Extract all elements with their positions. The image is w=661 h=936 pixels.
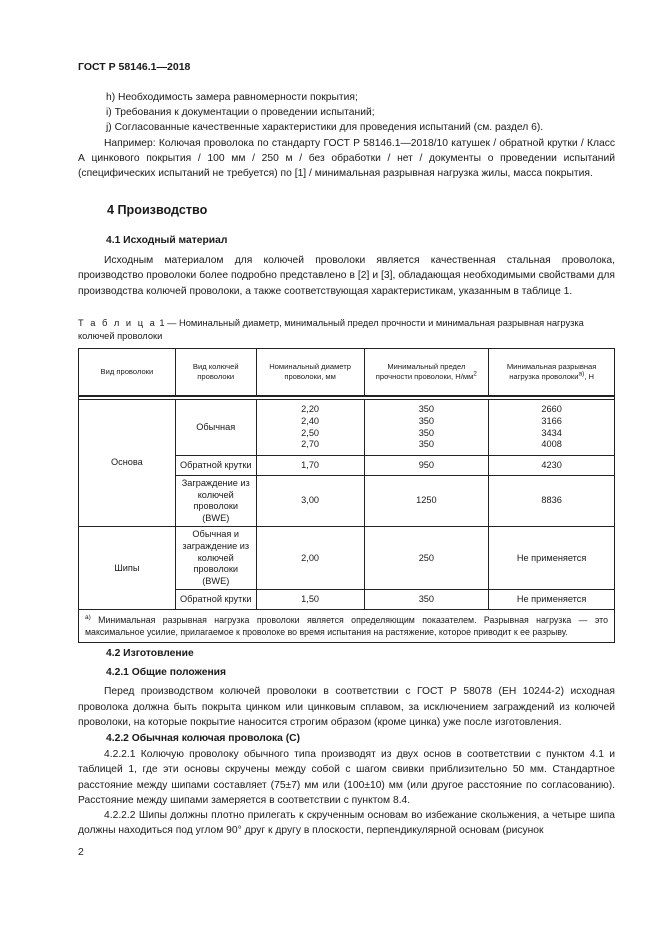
section-4-2-title: 4.2 Изготовление xyxy=(106,648,194,659)
table-row xyxy=(79,527,615,590)
cell-strength: 350 350 350 350 xyxy=(364,400,489,456)
page-number: 2 xyxy=(78,846,84,858)
intro-block xyxy=(78,90,615,181)
cell-diameter: 2,00 xyxy=(256,527,364,590)
cell-strength: 1250 xyxy=(364,476,489,527)
paragraph-4-2-2-2: 4.2.2.2 Шипы должны плотно прилегать к скрученным основам во избежание скольжения, а четыре шипа должны находиться под углом 90° друг к другу в плоскости, перпендикулярной основам (рисунок xyxy=(78,810,615,837)
section-4-title: 4 Производство xyxy=(107,203,208,217)
section-4-2-2-title: 4.2.2 Обычная колючая проволока (С) xyxy=(106,733,301,745)
cell-diameter: 2,20 2,40 2,50 2,70 xyxy=(256,400,364,456)
cell-kind: Обратной крутки xyxy=(175,590,256,610)
table-footnote: $^{а)}$ Минимальная разрывная нагрузка проволоки является определяющим показателем. Разрывная нагрузка — это максимальное усилие, прилагаемое к проволоке во время испытания на растяжение, которое приводит к ее разрыву. xyxy=(79,610,615,643)
table-header-row xyxy=(79,349,615,397)
cell-strength: 250 xyxy=(364,527,489,590)
list-item: i) Требования к документации о проведении испытаний; xyxy=(106,107,375,119)
section-4-2-1-text: Перед производством колючей проволоки в соответствии с ГОСТ Р 58078 (ЕН 10244-2) исходная проволока должна быть покрыта цинком или цинковым сплавом, за исключением заграждений из колючей проволоки, на которые покрытие наносится строгим образом (кроме цинка) уже после изготовления. xyxy=(78,686,615,728)
table-row xyxy=(79,400,615,456)
header-load: Минимальная разрывная нагрузка проволоки$^{a)}$, Н xyxy=(489,349,615,397)
cell-diameter: 1,50 xyxy=(256,590,364,610)
cell-load: Не применяется xyxy=(489,527,615,590)
header-strength: Минимальный предел прочности проволоки, $Н/мм^2$ xyxy=(364,349,489,397)
cell-strength: 350 xyxy=(364,590,489,610)
table-footnote-row xyxy=(79,610,615,643)
table-caption xyxy=(78,317,615,343)
example-paragraph: Например: Колючая проволока по стандарту ГОСТ Р 58146.1—2018/10 катушек / обратной крутки / Класс А цинкового покрытия / 100 мм / 250 м / без обработки / нет / документы о проведении испытаний (специфических испытаний не требуется) по [1] / минимальная разрывная нагрузка жилы, масса покрытия. xyxy=(78,137,615,180)
cell-kind: Обычная xyxy=(175,400,256,456)
cell-kind: Обратной крутки xyxy=(175,456,256,476)
table-caption-prefix: Т а б л и ц а xyxy=(78,318,157,328)
cell-diameter: 3,00 xyxy=(256,476,364,527)
table-1 xyxy=(78,348,615,643)
cell-kind: Обычная и заграждение из колючей проволоки (BWE) xyxy=(175,527,256,590)
header-wire-type: Вид проволоки xyxy=(79,349,176,397)
header-barbed-type: Вид колючей проволоки xyxy=(175,349,256,397)
cell-kind: Заграждение из колючей проволоки (BWE) xyxy=(175,476,256,527)
cell-load: Не применяется xyxy=(489,590,615,610)
cell-diameter: 1,70 xyxy=(256,456,364,476)
section-4-1-text: Исходным материалом для колючей проволоки является качественная стальная проволока, производство проволоки более подробно представлено в [2] и [3], обладающая необходимыми свойствами для производства колючей проволоки, а также соответствующая характеристикам, указанным в таблице 1. xyxy=(78,255,615,297)
cell-load: 8836 xyxy=(489,476,615,527)
cell-strength: 950 xyxy=(364,456,489,476)
cell-load: 2660 3166 3434 4008 xyxy=(489,400,615,456)
cell-load: 4230 xyxy=(489,456,615,476)
header-diameter: Номинальный диаметр проволоки, мм xyxy=(256,349,364,397)
section-4-2-block xyxy=(78,646,615,838)
section-4-1-title: 4.1 Исходный материал xyxy=(106,235,228,246)
list-item: j) Согласованные качественные характеристики для проведения испытаний (см. раздел 6). xyxy=(106,122,544,134)
section-4-1-block xyxy=(78,233,615,299)
section-4-2-1-title: 4.2.1 Общие положения xyxy=(106,667,226,679)
group-osnova: Основа xyxy=(79,400,176,527)
table-caption-text: 1 — Номинальный диаметр, минимальный предел прочности и минимальная разрывная нагрузка колючей проволоки xyxy=(78,318,584,341)
list-item: h) Необходимость замера равномерности покрытия; xyxy=(106,92,358,103)
group-shipy: Шипы xyxy=(79,527,176,610)
document-id-header: ГОСТ Р 58146.1—2018 xyxy=(78,61,191,73)
paragraph-4-2-2-1: 4.2.2.1 Колючую проволоку обычного типа производят из двух основ в соответствии с пунктом 4.1 и таблицей 1, где эти основы скручены между собой с шагом свивки приблизительно 50 мм. Стандартное расстояние между шипами составляет (75±7) мм или (100±10) мм (или другое расстояние по согласованию). Расстояние между шипами замеряется в соответствии с пунктом 8.4. xyxy=(78,749,615,806)
